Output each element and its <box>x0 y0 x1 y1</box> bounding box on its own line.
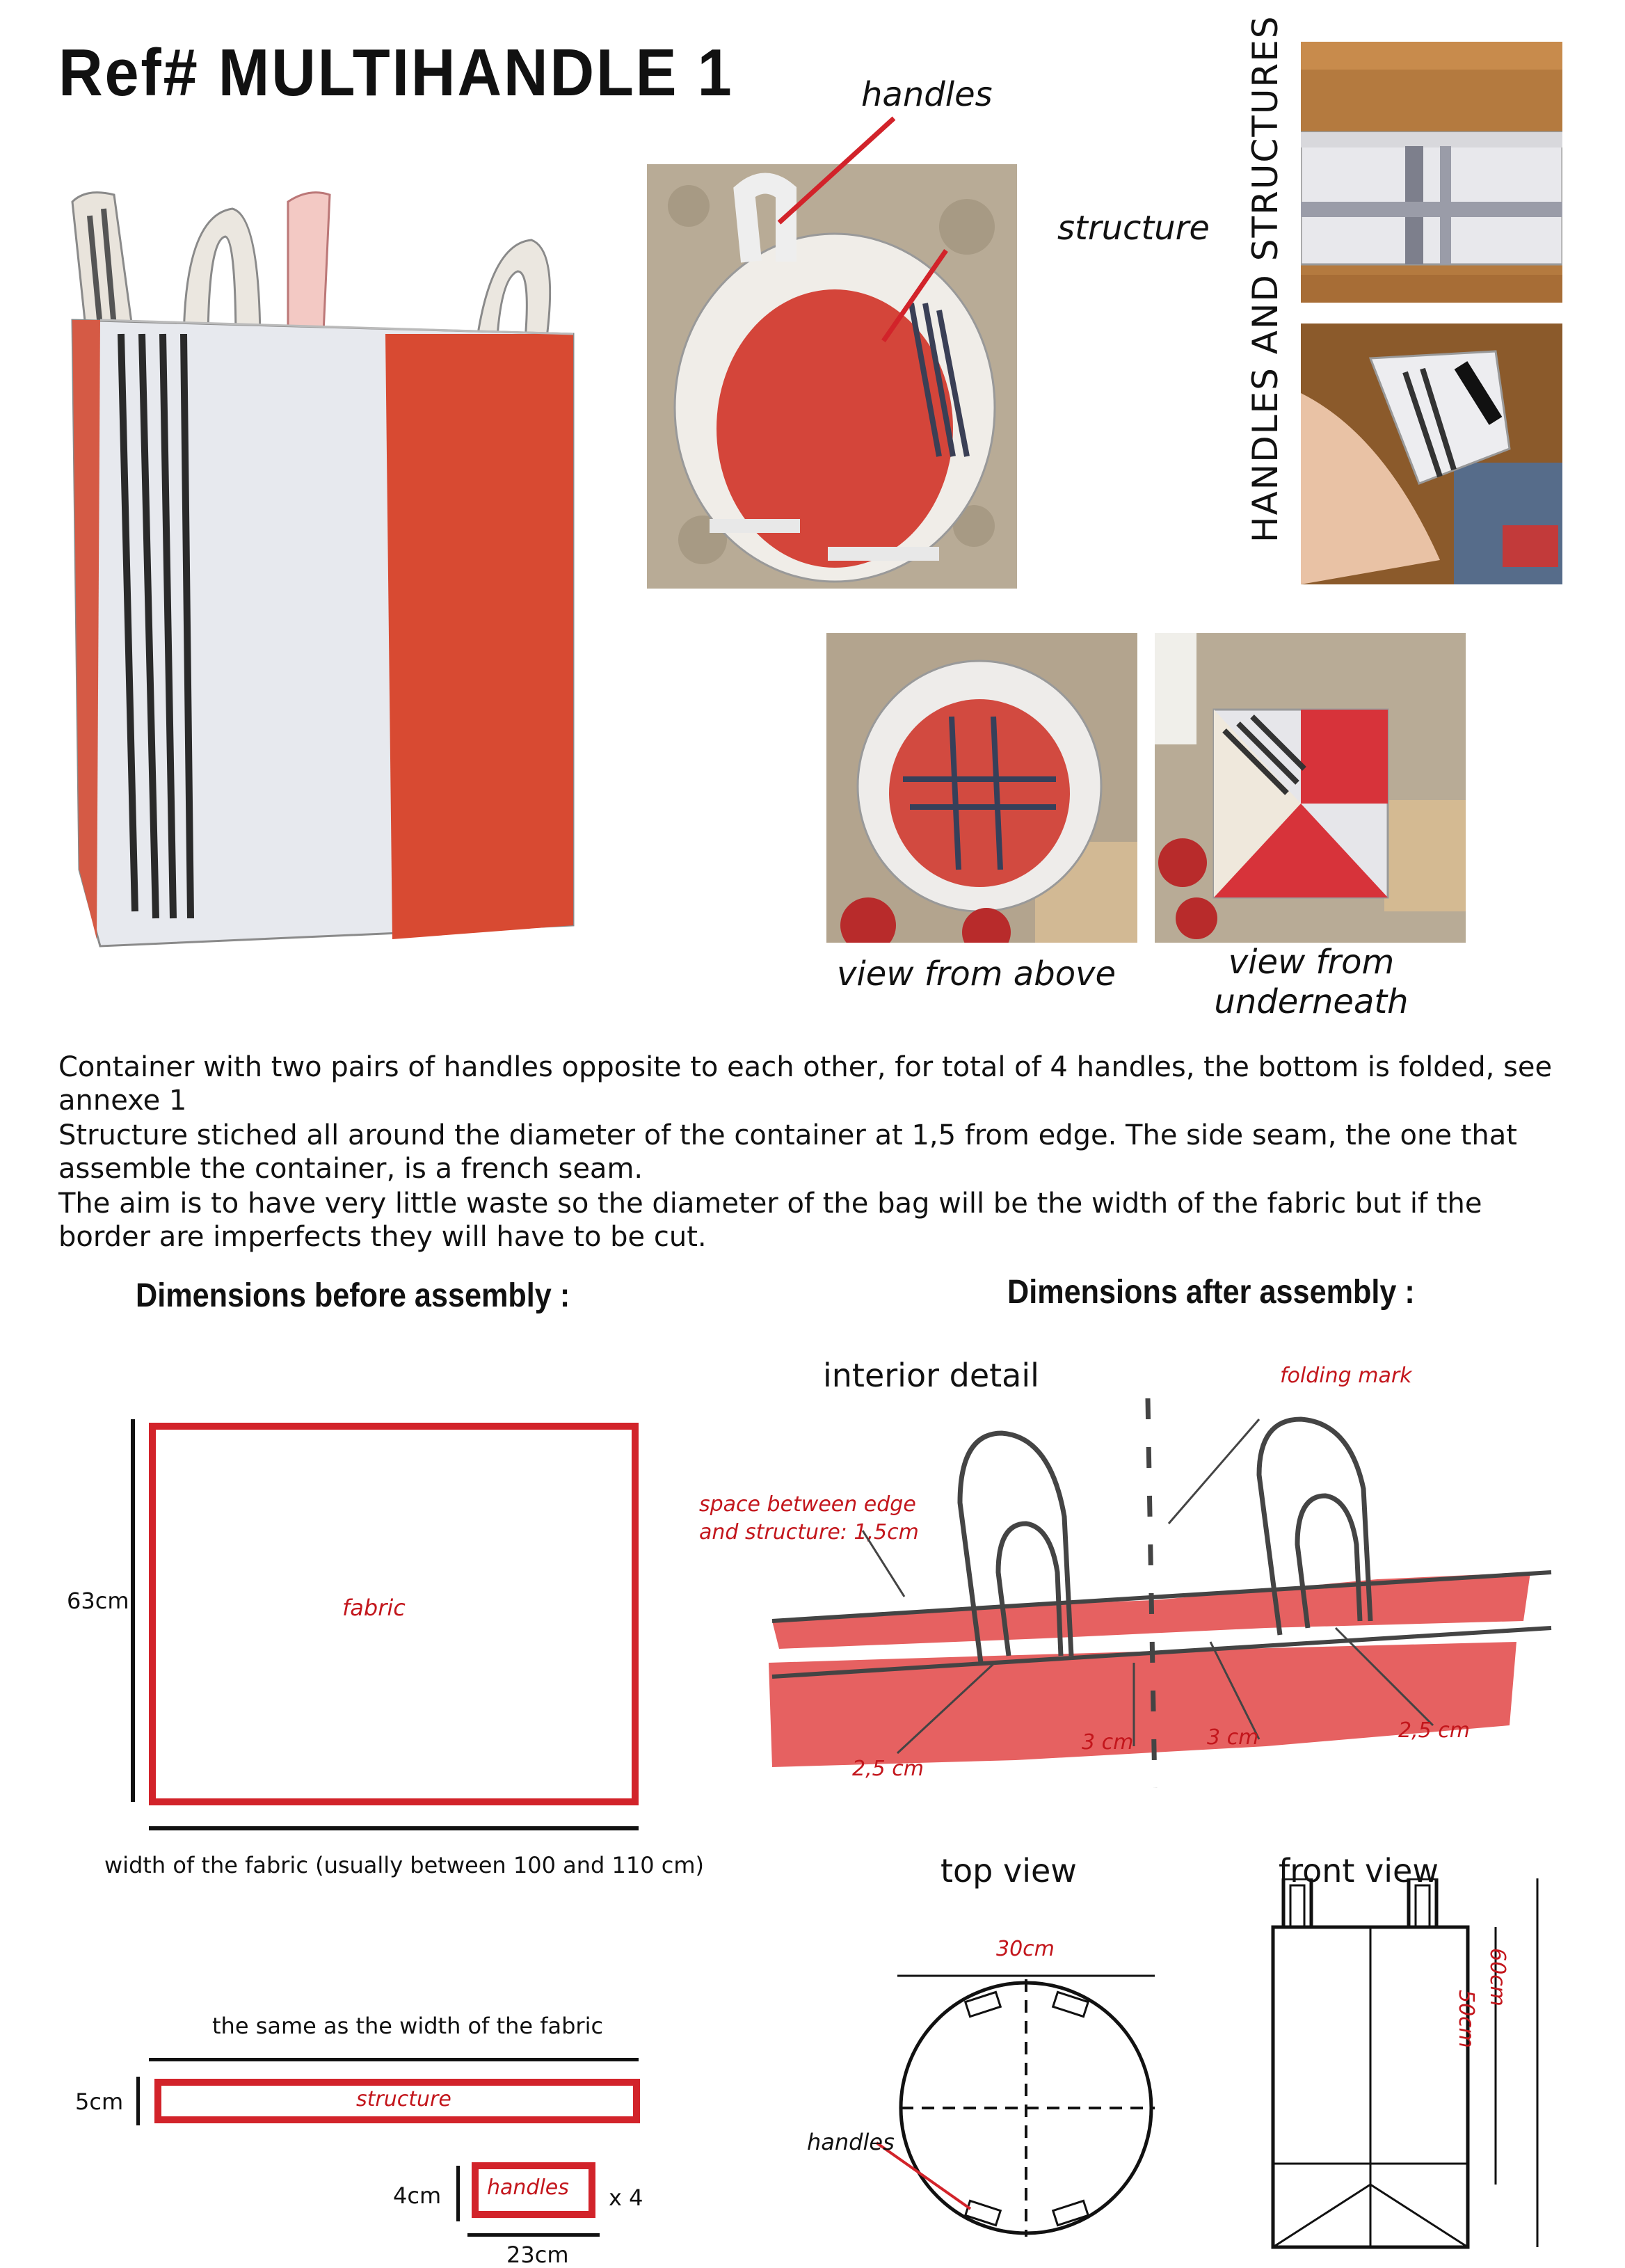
dim-25-left: 2,5 cm <box>852 1757 924 1781</box>
handles-width-line <box>467 2233 600 2237</box>
description-line-3: The aim is to have very little waste so the diameter of the bag will be the width of the fabric but if the border are imperfects they will have to be cut. <box>58 1188 1482 1253</box>
strap-photo <box>1301 42 1562 303</box>
handles-height-line <box>456 2166 460 2221</box>
underneath-photo <box>1155 633 1466 943</box>
fabric-width-note: width of the fabric (usually between 100 and 110 cm) <box>104 1852 704 1878</box>
page-title: Ref# MULTIHANDLE 1 <box>58 35 734 110</box>
front-view-drawing <box>1252 1878 1558 2254</box>
after-heading: Dimensions after assembly : <box>1007 1274 1415 1311</box>
structure-width-note: the same as the width of the fabric <box>212 2013 604 2039</box>
interior-detail-title: interior detail <box>823 1357 1039 1394</box>
handles-height-label: 4cm <box>393 2182 442 2209</box>
description <box>58 1051 1575 1255</box>
space-note-2: and structure: 1,5cm <box>699 1520 919 1544</box>
structure-height-line <box>136 2077 140 2125</box>
callout-lines <box>758 104 1023 355</box>
structure-label: structure <box>356 2087 451 2111</box>
dim-25-right: 2,5 cm <box>1398 1718 1470 1743</box>
fabric-width-line <box>149 1826 639 1830</box>
bag-photo <box>58 174 580 960</box>
top-view-handles-label: handles <box>807 2129 895 2155</box>
folded-handle-photo <box>1301 324 1562 584</box>
callout-structure: structure <box>1057 209 1210 248</box>
caption-view-underneath-1: view from <box>1228 943 1395 982</box>
folding-mark-label: folding mark <box>1280 1364 1412 1388</box>
above-photo <box>826 633 1137 943</box>
handles-count: x 4 <box>609 2185 643 2211</box>
top-view-width: 30cm <box>996 1937 1055 1961</box>
description-line-1: Container with two pairs of handles opposite to each other, for total of 4 handles, the bottom is folded, see annexe 1 <box>58 1051 1553 1117</box>
caption-view-underneath-2: underneath <box>1214 982 1409 1021</box>
front-view-total: 60cm <box>1485 1948 1510 2006</box>
fabric-height-label: 63cm <box>67 1588 129 1614</box>
dim-3-a: 3 cm <box>1082 1730 1134 1755</box>
front-view-body: 50cm <box>1454 1990 1478 2048</box>
front-view-title: front view <box>1279 1852 1439 1890</box>
callout-handles: handles <box>861 75 993 114</box>
top-view-title: top view <box>940 1852 1077 1890</box>
top-view-drawing <box>800 1962 1190 2254</box>
before-heading: Dimensions before assembly : <box>136 1277 570 1314</box>
caption-view-above: view from above <box>837 955 1116 993</box>
handles-width-label: 23cm <box>506 2242 569 2268</box>
fabric-label: fabric <box>342 1595 406 1621</box>
handles-label: handles <box>487 2175 569 2200</box>
description-line-2: Structure stiched all around the diameter of the container at 1,5 from edge. The side seam, the one that assemble the container, is a french seam. <box>58 1119 1517 1185</box>
dim-3-b: 3 cm <box>1207 1725 1259 1750</box>
space-note-1: space between edge <box>699 1492 916 1517</box>
handles-structures-title: HANDLES AND STRUCTURES <box>1245 15 1286 543</box>
structure-height-label: 5cm <box>75 2089 124 2115</box>
structure-width-line <box>149 2058 639 2061</box>
fabric-height-line <box>131 1419 135 1802</box>
